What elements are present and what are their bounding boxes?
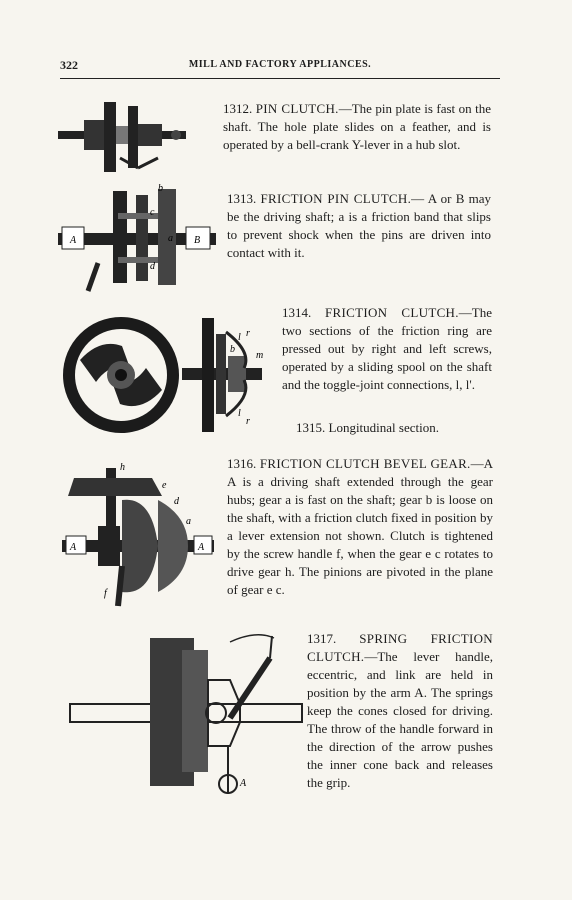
figure-label: b	[158, 183, 163, 194]
entry-title: FRICTION CLUTCH BEVEL GEAR.	[259, 456, 471, 471]
figure-label: A	[198, 542, 205, 553]
entry-1316	[227, 455, 493, 599]
figure-1313-friction-pin-clutch	[58, 183, 216, 295]
entry-text: —The pin plate is fast on the shaft. The hole plate slides on a feather, and is operated by a bell-crank Y-lever in a hub slot.	[223, 101, 491, 152]
entry-text: —The lever handle, eccentric, and link are held in position by the arm A. The springs keep the cones closed for driving. The throw of the handle forward in the direction of the arrow pushes the inner cone back and releases the grip.	[307, 649, 493, 790]
page-header	[60, 58, 500, 80]
figure-label: f	[104, 588, 107, 599]
entry-number: 1312.	[223, 101, 253, 116]
entry-text: Longitudinal section.	[328, 420, 439, 435]
figure-label: e	[162, 480, 167, 491]
figure-label: a	[186, 516, 191, 527]
figure-label: h	[120, 462, 125, 473]
figure-label: B	[194, 235, 201, 246]
entry-number: 1315.	[296, 420, 326, 435]
running-title: MILL AND FACTORY APPLIANCES.	[188, 59, 372, 70]
entry-title: PIN CLUTCH.	[255, 101, 339, 116]
entry-title: SPRING FRICTION CLUTCH.	[307, 631, 493, 664]
entry-text: —A A is a driving shaft extended through the gear hubs; gear a is fast on the shaft; gear b is loose on the shaft, with a friction clutch fixed in position by a lever extension not shown. Clutch is tightened by the screw handle f, when the gear e c rotates to drive gear h. The pinions are pivoted in the plane of gear e c.	[227, 456, 494, 597]
figure-label: b	[230, 344, 235, 355]
figure-label: A	[70, 542, 77, 553]
entry-1315	[296, 419, 492, 437]
entry-title: FRICTION CLUTCH.	[325, 305, 459, 320]
figure-label: r	[246, 416, 250, 427]
figure-label: d	[174, 496, 179, 507]
entry-number: 1313.	[227, 191, 257, 206]
entry-1314	[282, 304, 492, 394]
entry-1317	[307, 630, 493, 792]
figure-label: l	[238, 332, 241, 343]
figure-label: A	[240, 778, 247, 789]
entry-number: 1314.	[282, 305, 312, 320]
entry-text: —The two sections of the friction ring are pressed out by right and left screws, operated by a sliding spool on the shaft and the toggle-joint connections, l, l'.	[282, 305, 492, 392]
page-number: 322	[60, 58, 78, 72]
figure-label: r	[246, 328, 250, 339]
figure-label: a	[168, 233, 173, 244]
entry-text: — A or B may be the driving shaft; a is a friction band that slips to prevent shock when the pins are driven into contact with it.	[227, 191, 491, 260]
figure-1317-spring-friction-clutch	[70, 628, 302, 800]
figure-label: c	[150, 207, 155, 218]
figure-1312-pin-clutch	[58, 98, 186, 176]
figure-1315-longitudinal-section	[182, 312, 262, 438]
entry-number: 1317.	[307, 631, 337, 646]
figure-label: m	[256, 350, 264, 361]
figure-label: l	[238, 408, 241, 419]
entry-number: 1316.	[227, 456, 257, 471]
figure-1314-friction-clutch	[60, 310, 182, 440]
figure-label: d	[150, 261, 155, 272]
figure-1316-bevel-gear	[62, 456, 214, 608]
figure-label: A	[70, 235, 77, 246]
header-rule	[60, 78, 500, 79]
entry-1313	[227, 190, 491, 262]
entry-title: FRICTION PIN CLUTCH.	[260, 191, 412, 206]
entry-1312	[223, 100, 491, 154]
